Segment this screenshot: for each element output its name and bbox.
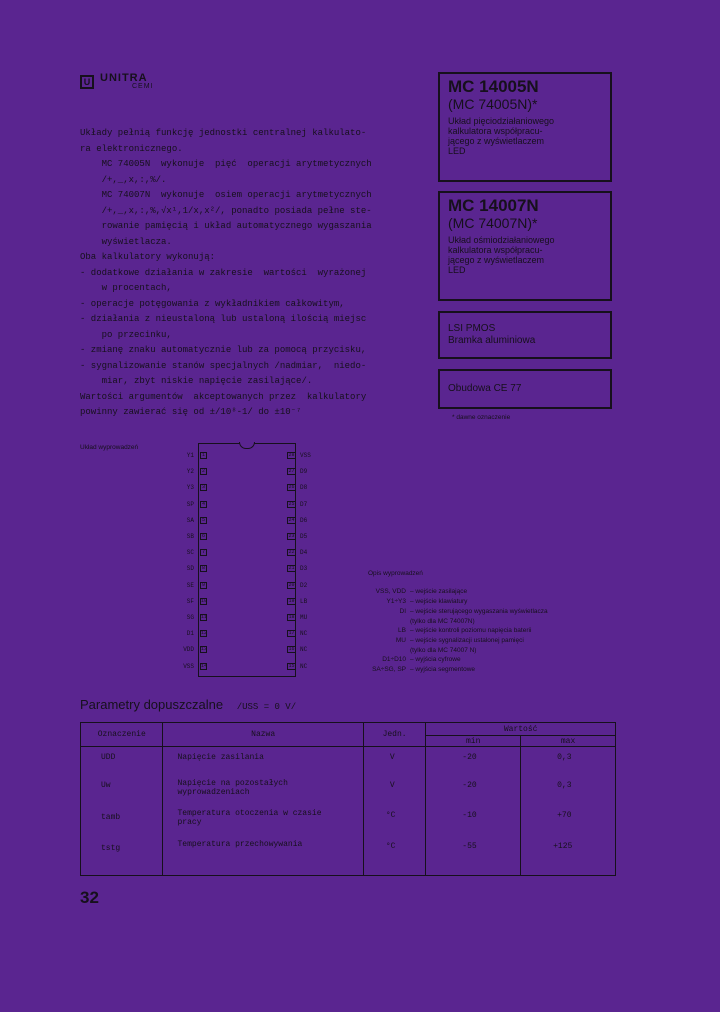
intro-line: ra elektronicznego. (80, 143, 183, 154)
cell-name: Temperatura otoczenia w czasie pracy (177, 809, 322, 827)
pin-desc-symbol: LB (398, 627, 406, 634)
pin-number-left: 6 (201, 533, 205, 539)
col-min (426, 747, 521, 876)
pin-number-right: 15 (288, 662, 295, 669)
pin-number-right: 19 (288, 597, 295, 604)
header-name: Nazwa (163, 723, 363, 747)
col-unit (363, 747, 425, 876)
technology-box (438, 311, 612, 359)
box1-title2: (MC 74005N)* (448, 96, 538, 112)
box2-desc-line: kalkulatora współpracu- (448, 245, 543, 255)
intro-line: - sygnalizowanie stanów specjalnych /nadmiar, niedo- (80, 360, 367, 371)
params-table (80, 722, 616, 876)
header-sym: Oznaczenie (81, 723, 163, 747)
pin-number-left: 13 (201, 646, 208, 653)
footnote: * dawne oznaczenie (452, 414, 511, 421)
pin-label-right: D6 (300, 516, 308, 524)
box2-title2: (MC 74007N)* (448, 215, 538, 231)
pin-number-right: 28 (288, 452, 295, 458)
box4-line1: Obudowa CE 77 (448, 383, 522, 394)
cell-max: +70 (557, 811, 572, 820)
pin-label-right: D9 (300, 468, 308, 476)
pin-number-right: 21 (288, 565, 295, 572)
pin-label-left: VSS (183, 662, 194, 670)
box1-desc-line: LED (448, 146, 466, 156)
intro-line: - dodatkowe działania w zakresie wartości wyrażonej (80, 267, 367, 278)
cell-unit: V (389, 781, 395, 790)
product-box-mc14005n (438, 72, 612, 182)
cell-min: -10 (462, 811, 477, 820)
pin-number-left: 9 (201, 581, 205, 588)
header-value: Wartość (426, 723, 616, 736)
cell-unit: V (389, 753, 395, 762)
pin-label-right: D8 (300, 484, 308, 492)
pin-number-right: 20 (288, 581, 295, 588)
unitra-logo-mark: U (80, 75, 94, 89)
box1-desc-line: jącego z wyświetlaczem (448, 136, 545, 146)
intro-line: Wartości argumentów akceptowanych przez kalkulatory (80, 391, 367, 402)
pin-desc-text: (tylko dla MC 74007N) (410, 618, 475, 625)
pin-number-right: 16 (288, 646, 295, 653)
pin-label-left: Y3 (186, 484, 194, 492)
pin-number-left: 2 (201, 468, 205, 475)
params-title (80, 697, 296, 712)
intro-line: wyświetlacza. (80, 236, 172, 247)
intro-line: - zmianę znaku automatycznie lub za pomocą przycisku, (80, 345, 367, 355)
box1-desc-line: kalkulatora współpracu- (448, 126, 543, 136)
pin-number-right: 26 (288, 484, 295, 491)
intro-text (80, 126, 420, 421)
pin-label-left: SP (186, 500, 194, 508)
box2-desc-line: jącego z wyświetlaczem (448, 255, 545, 265)
unitra-logo (80, 72, 190, 94)
pin-label-left: SA (186, 516, 194, 524)
intro-line: miar, zbyt niskie napięcie zasilające/. (80, 376, 313, 386)
page-number: 32 (80, 888, 99, 907)
pin-label-left: SE (186, 581, 194, 589)
pin-label-left: Y2 (186, 468, 194, 476)
pin-label-right: D5 (300, 533, 308, 540)
pinout-title: Układ wyprowadzeń (80, 444, 139, 451)
cell-max: +125 (553, 842, 573, 851)
pin-desc-text: – wejście sterującego wygaszania wyświetlacza (410, 608, 548, 615)
box3-line1: LSI PMOS (448, 323, 496, 334)
pin-label-left: Y1 (186, 452, 194, 459)
pin-label-right: LB (300, 597, 308, 605)
pin-desc-symbol: DI (399, 608, 406, 615)
pin-label-left: SC (186, 549, 194, 557)
pin-number-left: 4 (201, 500, 205, 507)
product-box-mc14007n (438, 191, 612, 301)
pin-number-left: 3 (201, 484, 205, 491)
intro-line: MC 74005N wykonuje pięć operacji arytmetycznych (80, 159, 372, 169)
intro-line: - operacje potęgowania z wykładnikiem całkowitym, (80, 298, 345, 309)
cell-min: -20 (462, 781, 477, 790)
box2-desc-line: Układ ośmiodziałaniowego (448, 235, 555, 245)
pin-number-left: 1 (201, 452, 205, 458)
pin-number-left: 12 (201, 630, 208, 637)
pin-number-left: 5 (201, 516, 205, 523)
cell-sym: Uw (101, 781, 111, 790)
pin-desc-symbol: SA÷SG, SP (372, 666, 406, 673)
box2-title1: MC 14007N (448, 196, 539, 215)
pin-desc-symbol: VSS, VDD (375, 588, 406, 595)
cell-sym: UDD (101, 753, 116, 762)
pin-desc-symbol: D1÷D10 (382, 656, 406, 663)
params-condition: /USS = 0 V/ (236, 702, 297, 712)
pin-label-left: SB (186, 533, 194, 540)
header-min: min (426, 736, 521, 747)
intro-line: Układy pełnią funkcję jednostki centralnej kalkulato- (80, 128, 367, 138)
pin-label-right: D4 (300, 549, 308, 557)
box2-desc-line: LED (448, 265, 466, 275)
cell-min: -20 (462, 753, 477, 762)
pin-number-right: 18 (288, 614, 295, 620)
cell-name: Napięcie zasilania (177, 753, 264, 762)
pin-desc-text: – wejście sygnalizacji ustalonej pamięci (410, 637, 524, 644)
table-header-row (81, 723, 616, 736)
pin-number-left: 14 (201, 662, 208, 669)
ic-package-outline (198, 443, 296, 677)
intro-line: po przecinku, (80, 329, 172, 340)
pin-desc-title: Opis wyprowadzeń (368, 570, 423, 577)
pin-number-right: 27 (288, 468, 295, 475)
col-max (521, 747, 616, 876)
pin-desc-text: – wejście zasilające (410, 588, 468, 595)
cell-sym: tamb (101, 813, 121, 822)
pin-number-left: 7 (201, 549, 205, 556)
package-box (438, 369, 612, 409)
intro-line: Oba kalkulatory wykonują: (80, 252, 216, 262)
col-name (163, 747, 363, 876)
cell-sym: tstg (101, 844, 121, 853)
cell-name: Napięcie na pozostałych wyprowadzeniach (177, 779, 288, 797)
intro-line: /+,_,x,:,%/. (80, 174, 167, 185)
intro-line: w procentach, (80, 283, 172, 293)
pin-desc-text: – wejście klawiatury (410, 598, 468, 605)
pin-label-left: D1 (186, 630, 194, 638)
pin-desc-text: (tylko dla MC 74007 N) (410, 647, 477, 654)
table-body-row (81, 747, 616, 876)
cell-unit: °C (385, 811, 396, 820)
box1-title1: MC 14005N (448, 77, 539, 96)
pin-number-right: 22 (288, 549, 295, 556)
intro-line: powinny zawierać się od ±/10⁸-1/ do ±10⁻⁷ (80, 407, 302, 417)
params-title-text: Parametry dopuszczalne (80, 697, 224, 712)
pin-desc-text: – wyjścia segmentowe (410, 666, 476, 673)
pin-label-left: SF (186, 597, 194, 605)
intro-line: - działania z nieustaloną lub ustaloną ilością miejsc (80, 314, 367, 324)
pin-label-right: D7 (300, 500, 308, 508)
box1-desc-line: Układ pięciodziałaniowego (448, 116, 555, 126)
cell-name: Temperatura przechowywania (177, 840, 303, 849)
intro-line: MC 74007N wykonuje osiem operacji arytmetycznych (80, 190, 372, 200)
pin-desc-text: – wejście kontroli poziomu napięcia baterii (410, 627, 532, 634)
pin-label-left: VDD (183, 646, 194, 654)
pin-desc-text: – wyjścia cyfrowe (410, 656, 461, 663)
pin-desc-symbol: Y1÷Y3 (386, 598, 406, 605)
box1-desc (448, 116, 602, 156)
logo-sub: CEMI (132, 83, 154, 90)
col-sym (81, 747, 163, 876)
pin-label-right: NC (300, 646, 308, 654)
pin-number-left: 10 (201, 597, 208, 604)
box2-desc (448, 235, 602, 275)
header-max: max (521, 736, 616, 747)
pin-label-right: VSS (300, 452, 311, 459)
pin-label-right: D2 (300, 581, 308, 589)
pin-label-right: NC (300, 630, 308, 638)
pin1-notch (239, 442, 255, 449)
pin-number-right: 23 (288, 533, 295, 539)
cell-unit: °C (385, 842, 396, 851)
pin-number-left: 11 (201, 614, 208, 620)
cell-max: 0,3 (557, 781, 572, 790)
pin-number-right: 25 (288, 500, 295, 507)
pin-label-right: MU (300, 614, 308, 621)
pin-label-left: SD (186, 565, 194, 573)
pin-label-right: NC (300, 662, 308, 670)
pin-label-left: SG (186, 614, 194, 621)
header-unit: Jedn. (363, 723, 425, 747)
cell-min: -55 (462, 842, 477, 851)
pin-number-right: 17 (288, 630, 295, 637)
pin-label-right: D3 (300, 565, 308, 573)
intro-line: /+,_,x,:,%,√x¹,1/x,x²/, ponadto posiada pełne ste- (80, 205, 372, 216)
intro-line: rowanie pamięcią i układ automatycznego wygaszania (80, 221, 372, 231)
pin-number-left: 8 (201, 565, 205, 572)
logo-name: UNITRA (100, 72, 148, 84)
pin-desc-symbol: MU (395, 637, 406, 644)
cell-max: 0,3 (557, 753, 572, 762)
box3-line2: Bramka aluminiowa (448, 335, 536, 346)
pin-number-right: 24 (288, 516, 295, 523)
